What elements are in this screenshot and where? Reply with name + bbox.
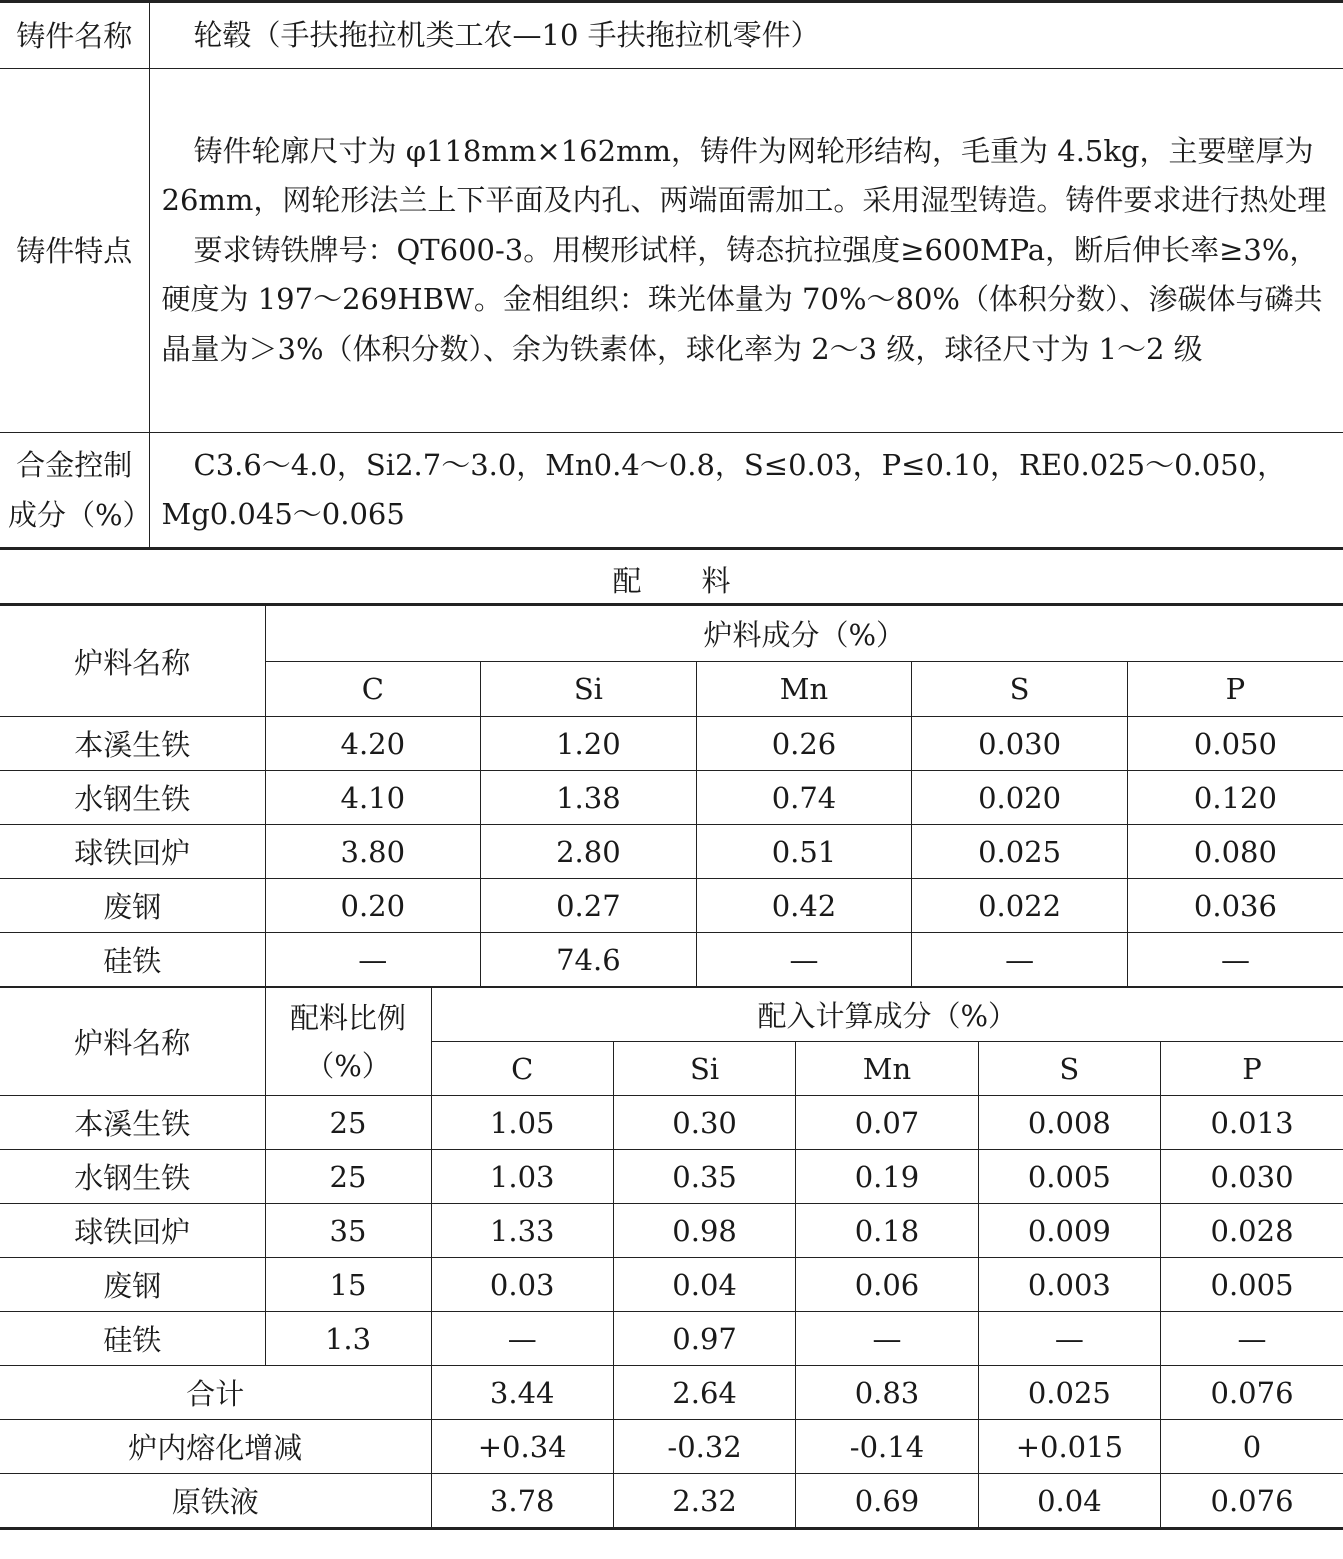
t1-col-header: S (912, 661, 1128, 717)
t1-cell: — (912, 933, 1128, 987)
section-title: 配料 (612, 564, 791, 598)
t1-cell: 0.27 (481, 879, 697, 933)
t1-cell: — (1127, 933, 1343, 987)
summary-label: 原铁液 (0, 1474, 431, 1529)
t2-col-header: C (431, 1042, 613, 1096)
t2-cell: — (796, 1312, 978, 1366)
t1-cell: 2.80 (481, 825, 697, 879)
t1-row-name: 废钢 (0, 879, 265, 933)
t2-cell: 0.008 (978, 1096, 1160, 1150)
t2-col-header: Si (613, 1042, 795, 1096)
summary-cell: 0.04 (978, 1474, 1160, 1529)
t2-cell: 0.005 (1161, 1258, 1343, 1312)
summary-row (0, 1474, 1343, 1529)
t2-cell: 0.06 (796, 1258, 978, 1312)
t1-cell: 0.26 (696, 717, 912, 771)
t1-cell: 0.74 (696, 771, 912, 825)
t2-cell: 0.013 (1161, 1096, 1343, 1150)
t2-name-header: 炉料名称 (0, 988, 265, 1096)
summary-label: 炉内熔化增减 (0, 1420, 431, 1474)
t1-cell: 0.080 (1127, 825, 1343, 879)
t2-ratio-header: 配料比例（%） (265, 988, 431, 1096)
casting-features-label: 铸件特点 (0, 69, 149, 433)
t1-cell: 0.51 (696, 825, 912, 879)
t2-cell: 1.03 (431, 1150, 613, 1204)
table-row (0, 1096, 1343, 1150)
t1-cell: 0.025 (912, 825, 1128, 879)
t1-cell: 0.020 (912, 771, 1128, 825)
t2-cell: 0.19 (796, 1150, 978, 1204)
summary-cell: +0.34 (431, 1420, 613, 1474)
t1-group-header: 炉料成分（%） (265, 605, 1343, 662)
t1-cell: 4.10 (265, 771, 481, 825)
t1-row-name: 硅铁 (0, 933, 265, 987)
t2-row-name: 水钢生铁 (0, 1150, 265, 1204)
table-row (0, 1150, 1343, 1204)
table-row (0, 1258, 1343, 1312)
t2-cell: 0.005 (978, 1150, 1160, 1204)
summary-cell: 0 (1161, 1420, 1343, 1474)
summary-cell: 3.78 (431, 1474, 613, 1529)
t2-row-ratio: 35 (265, 1204, 431, 1258)
t2-cell: 0.028 (1161, 1204, 1343, 1258)
summary-cell: +0.015 (978, 1420, 1160, 1474)
summary-cell: 0.076 (1161, 1366, 1343, 1420)
t2-col-header: S (978, 1042, 1160, 1096)
summary-cell: 3.44 (431, 1366, 613, 1420)
t2-row-name: 球铁回炉 (0, 1204, 265, 1258)
t1-cell: 0.036 (1127, 879, 1343, 933)
t1-cell: 3.80 (265, 825, 481, 879)
t1-cell: — (696, 933, 912, 987)
t2-col-header: P (1161, 1042, 1343, 1096)
t2-cell: 0.04 (613, 1258, 795, 1312)
t1-cell: — (265, 933, 481, 987)
table-row (0, 1204, 1343, 1258)
t2-cell: 0.03 (431, 1258, 613, 1312)
t2-cell: 0.35 (613, 1150, 795, 1204)
summary-row (0, 1366, 1343, 1420)
t1-col-header: P (1127, 661, 1343, 717)
summary-cell: -0.32 (613, 1420, 795, 1474)
table-row (0, 1312, 1343, 1366)
alloy-control-label: 合金控制成分（%） (0, 433, 149, 549)
table-row (0, 717, 1343, 771)
t1-cell: 74.6 (481, 933, 697, 987)
t2-group-header: 配入计算成分（%） (431, 988, 1343, 1042)
t1-col-header: Si (481, 661, 697, 717)
summary-row (0, 1420, 1343, 1474)
t2-row-ratio: 15 (265, 1258, 431, 1312)
t1-row-name: 水钢生铁 (0, 771, 265, 825)
summary-cell: 0.025 (978, 1366, 1160, 1420)
t2-col-header: Mn (796, 1042, 978, 1096)
t2-cell: 1.05 (431, 1096, 613, 1150)
summary-cell: 0.076 (1161, 1474, 1343, 1529)
t2-cell: 0.18 (796, 1204, 978, 1258)
summary-cell: 0.69 (796, 1474, 978, 1529)
t2-row-name: 本溪生铁 (0, 1096, 265, 1150)
t1-name-header: 炉料名称 (0, 605, 265, 717)
summary-cell: 2.32 (613, 1474, 795, 1529)
t2-cell: 0.98 (613, 1204, 795, 1258)
casting-features-value (149, 69, 1343, 433)
t2-cell: 0.30 (613, 1096, 795, 1150)
alloy-control-value: C3.6～4.0，Si2.7～3.0，Mn0.4～0.8，S≤0.03，P≤0.10，RE0.025～0.050，Mg0.045～0.065 (149, 433, 1343, 549)
t2-row-name: 废钢 (0, 1258, 265, 1312)
t2-cell: 0.030 (1161, 1150, 1343, 1204)
t1-cell: 0.022 (912, 879, 1128, 933)
features-paragraph-2: 要求铸铁牌号：QT600-3。用楔形试样，铸态抗拉强度≥600MPa，断后伸长率≥3%，硬度为 197～269HBW。金相组织：珠光体量为 70%～80%（体积分数）、渗碳体与磷共晶量为＞3%（体积分数）、余为铁素体，球化率为 2～3 级，球径尺寸为 1～2 级 (161, 232, 1323, 366)
t2-row-ratio: 1.3 (265, 1312, 431, 1366)
t2-cell: — (1161, 1312, 1343, 1366)
t1-row-name: 球铁回炉 (0, 825, 265, 879)
t1-cell: 0.42 (696, 879, 912, 933)
t2-row-name: 硅铁 (0, 1312, 265, 1366)
charge-calculation-table (0, 987, 1343, 1530)
casting-name-value: 轮毂（手扶拖拉机类工农—10 手扶拖拉机零件） (149, 2, 1343, 69)
t2-cell: 0.003 (978, 1258, 1160, 1312)
t2-cell: — (431, 1312, 613, 1366)
features-paragraph-1: 铸件轮廓尺寸为 φ118mm×162mm，铸件为网轮形结构，毛重为 4.5kg，主要壁厚为 26mm，网轮形法兰上下平面及内孔、两端面需加工。采用湿型铸造。铸件要求进行热处理 (161, 133, 1327, 218)
t1-cell: 0.050 (1127, 717, 1343, 771)
table-row (0, 771, 1343, 825)
summary-cell: -0.14 (796, 1420, 978, 1474)
casting-name-label: 铸件名称 (0, 2, 149, 69)
t1-cell: 0.120 (1127, 771, 1343, 825)
t2-cell: 1.33 (431, 1204, 613, 1258)
t2-cell: 0.07 (796, 1096, 978, 1150)
summary-label: 合计 (0, 1366, 431, 1420)
t1-col-header: Mn (696, 661, 912, 717)
t1-col-header: C (265, 661, 481, 717)
t2-row-ratio: 25 (265, 1096, 431, 1150)
t2-row-ratio: 25 (265, 1150, 431, 1204)
table-row (0, 879, 1343, 933)
t2-cell: 0.009 (978, 1204, 1160, 1258)
t2-cell: 0.97 (613, 1312, 795, 1366)
t1-cell: 1.38 (481, 771, 697, 825)
charge-composition-table (0, 603, 1343, 987)
t1-cell: 0.030 (912, 717, 1128, 771)
casting-info-table (0, 0, 1343, 550)
t1-cell: 1.20 (481, 717, 697, 771)
t1-cell: 0.20 (265, 879, 481, 933)
table-row (0, 825, 1343, 879)
summary-cell: 2.64 (613, 1366, 795, 1420)
table-row (0, 933, 1343, 987)
t1-row-name: 本溪生铁 (0, 717, 265, 771)
summary-cell: 0.83 (796, 1366, 978, 1420)
t2-cell: — (978, 1312, 1160, 1366)
t1-cell: 4.20 (265, 717, 481, 771)
